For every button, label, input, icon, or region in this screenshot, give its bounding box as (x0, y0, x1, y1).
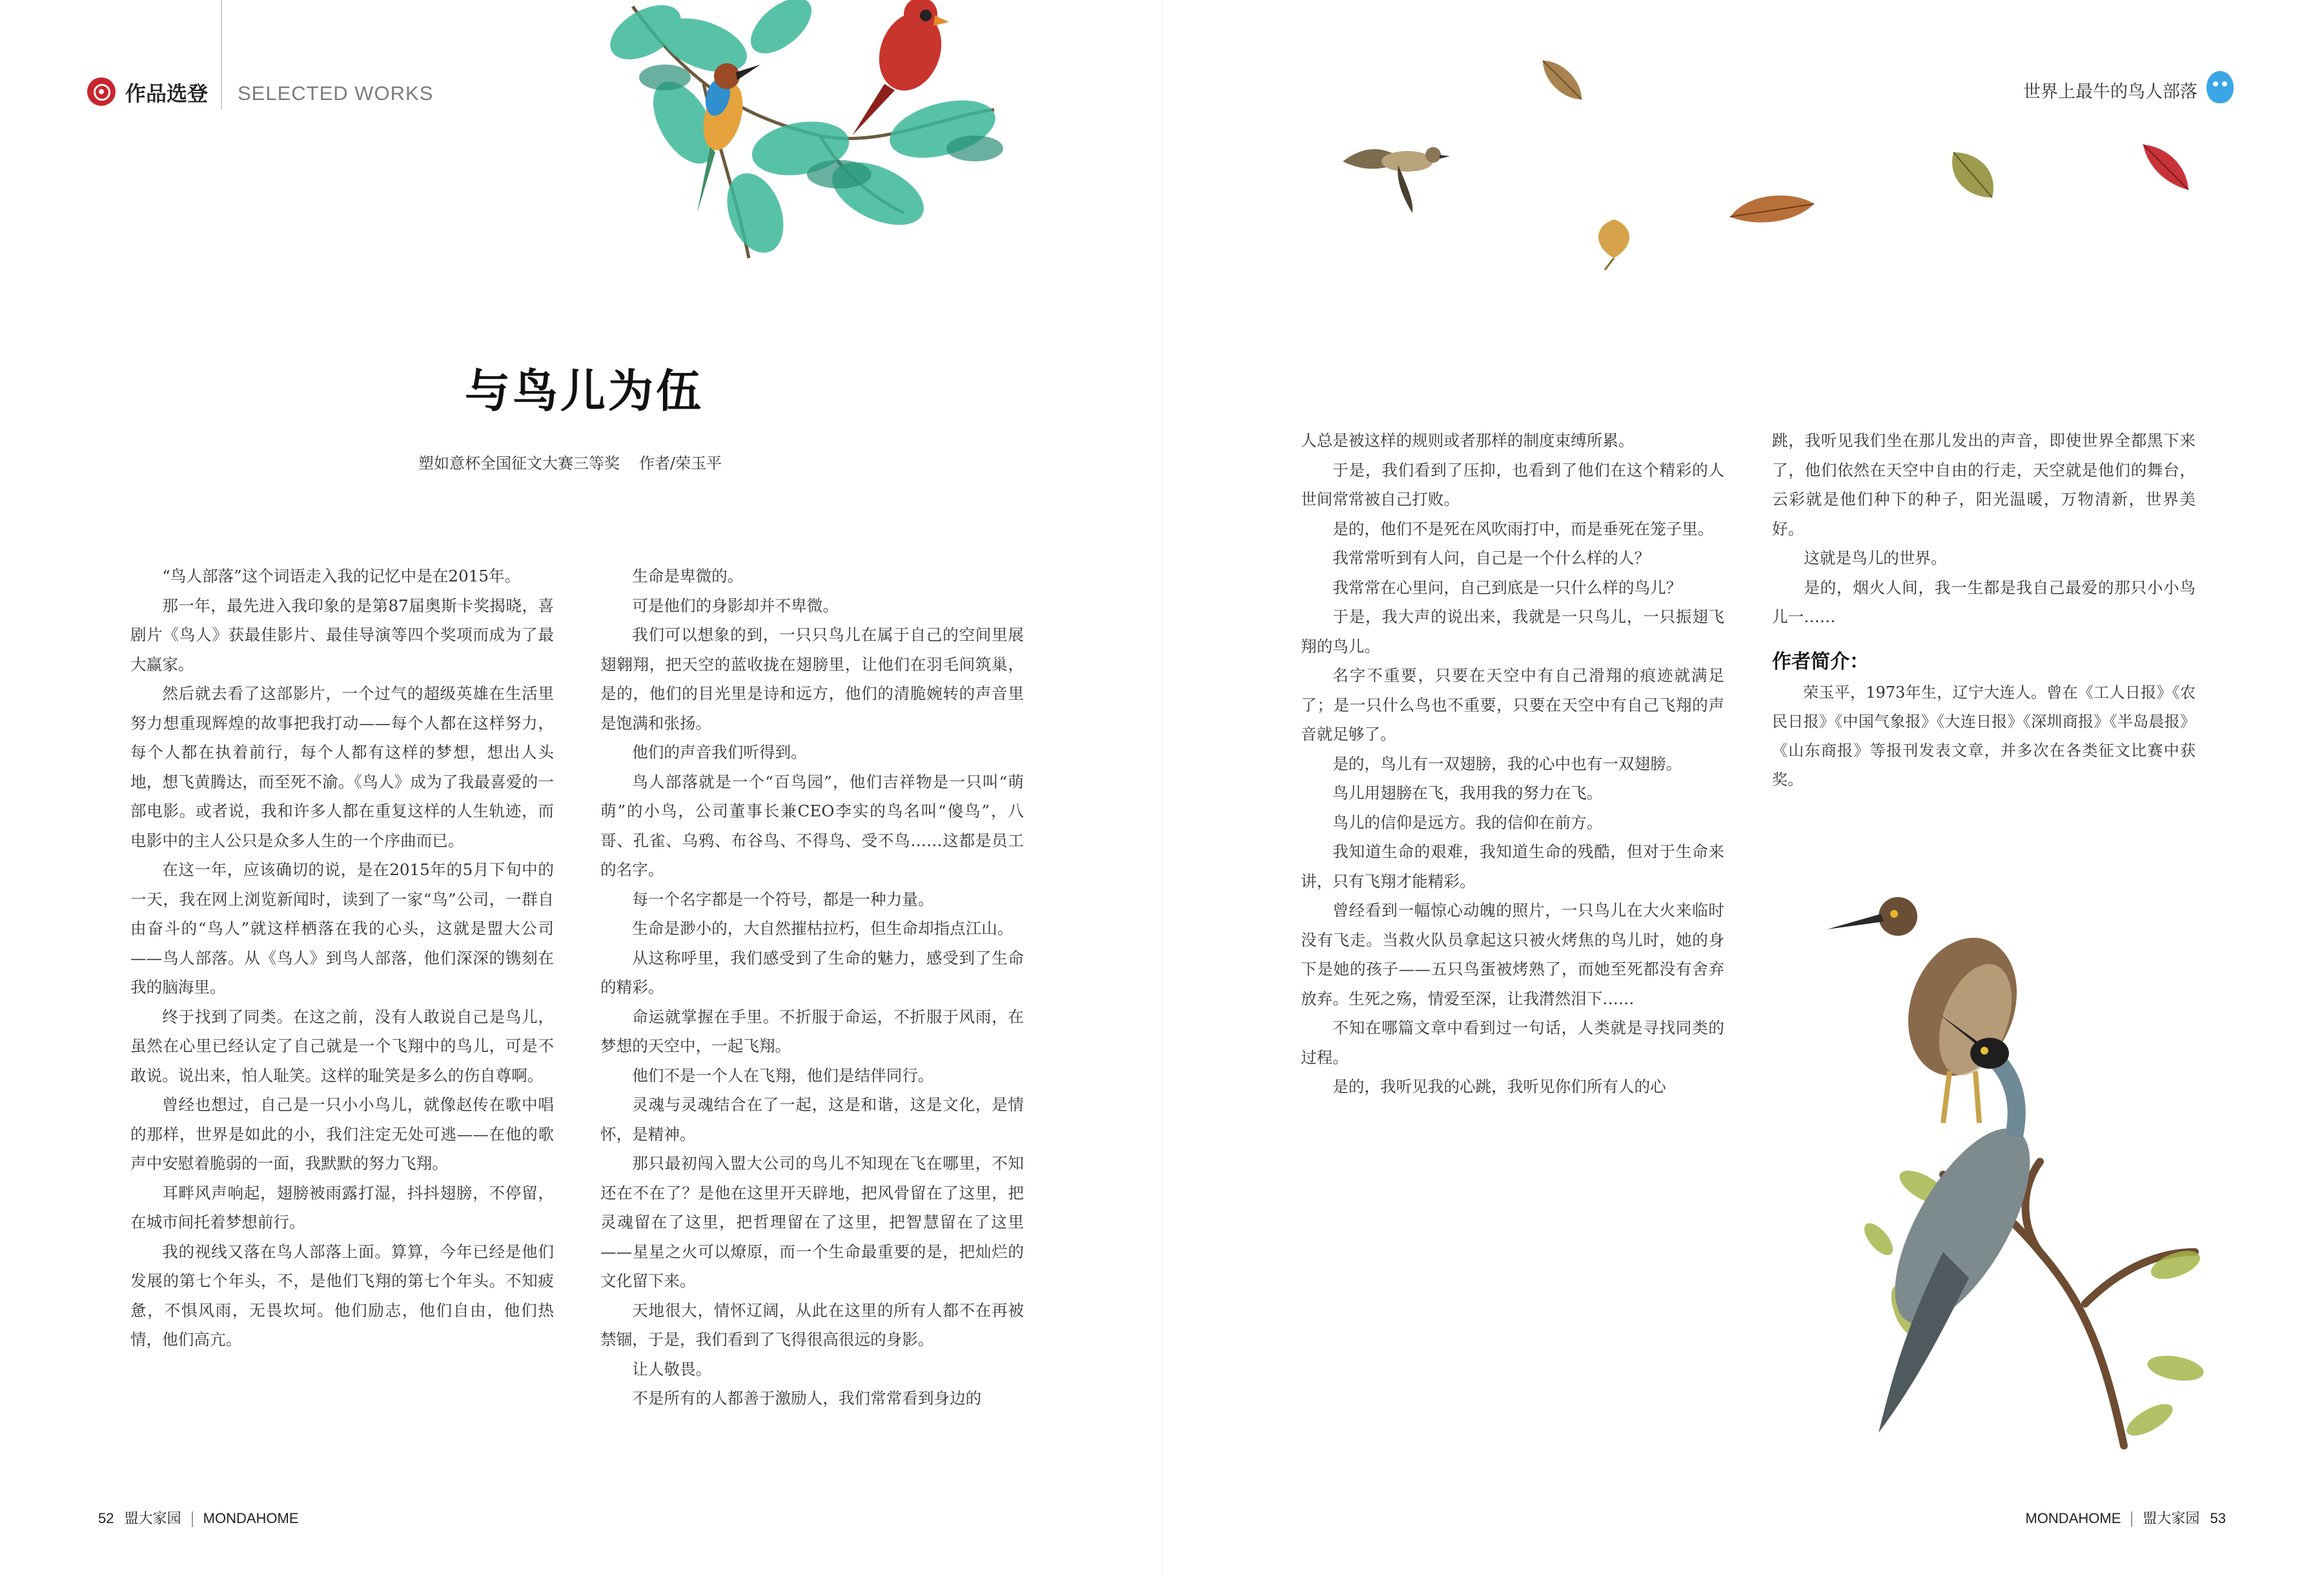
paragraph: 耳畔风声响起，翅膀被雨露打湿，抖抖翅膀，不停留，在城市间托着梦想前行。 (130, 1183, 554, 1231)
paragraph: 每一个名字都是一个符号，都是一种力量。 (632, 889, 934, 909)
paragraph: 曾经也想过，自己是一只小小鸟儿，就像赵传在歌中唱的那样，世界是如此的小，我们注定无处可逃——在他的歌声中安慰着脆弱的一面，我默默的努力飞翔。 (130, 1095, 554, 1173)
brand-name: MONDAHOME (203, 1510, 299, 1526)
paragraph-continued: 跳，我听见我们坐在那儿发出的声音，即使世界全都黑下来了，他们依然在天空中自由的行走，天空就是他们的舞台，云彩就是他们种下的种子，阳光温暖，万物清新，世界美好。 (1772, 431, 2196, 538)
paragraph: 我知道生命的艰难，我知道生命的残酷，但对于生命来讲，只有飞翔才能精彩。 (1301, 842, 1724, 891)
brand-name: MONDAHOME (2025, 1510, 2121, 1526)
author-bio-heading: 作者简介： (1772, 650, 1869, 673)
heron-branch-illustration (1827, 891, 2208, 1446)
article-title: 与鸟儿为伍 (465, 365, 704, 418)
header-divider (221, 0, 222, 110)
paragraph: 我常常听到有人问，自己是一个什么样的人？ (1332, 549, 1651, 567)
paragraph: 然后就去看了这部影片，一个过气的超级英雄在生活里努力想重现辉煌的故事把我打动——每个人都在这样努力，每个人都在执着前行，每个人都有这样的梦想，想出人头地，想飞黄腾达，而至死不渝。《鸟人》成为了我最喜爱的一部电影。或者说，我和许多人都在重复这样的人生轨迹，而电影中的主人公只是众多人生的一个序曲而已。 (130, 684, 554, 850)
footer-divider (2131, 1511, 2132, 1527)
paragraph: 可是他们的身影却并不卑微。 (632, 596, 839, 615)
paragraph: 曾经看到一幅惊心动魄的照片，一只鸟儿在大火来临时没有飞走。当救火队员拿起这只被火烤焦的鸟儿时，她的身下是她的孩子——五只鸟蛋被烤熟了，而她至死都没有舍弃放弃。生死之殇，情爱至深，让我潸然泪下…… (1301, 901, 1724, 1008)
paragraph: 终于找到了同类。在这之前，没有人敢说自己是鸟儿，虽然在心里已经认定了自己就是一个飞翔中的鸟儿，可是不敢说。说出来，怕人耻笑。这样的耻笑是多么的伤自尊啊。 (130, 1007, 554, 1085)
leaf-decoration-4 (1941, 146, 2005, 204)
page-number: 53 (2210, 1510, 2226, 1526)
article-column-1 (130, 561, 554, 1355)
paragraph: 我的视线又落在鸟人部落上面。算算，今年已经是他们发展的第七个年头，不，是他们飞翔的第七个年头。不知疲惫，不惧风雨，无畏坎坷。他们励志，他们自由，他们热情，他们高亢。 (130, 1242, 554, 1349)
section-title-en: SELECTED WORKS (238, 82, 434, 105)
mascot-bird-icon (2207, 71, 2234, 103)
award-label: 塑如意杯全国征文大赛三等奖 (418, 454, 620, 472)
article-column-2 (600, 561, 1024, 1413)
paragraph: 名字不重要，只要在天空中有自己滑翔的痕迹就满足了；是一只什么鸟也不重要，只要在天空中有自己飞翔的声音就足够了。 (1301, 666, 1724, 743)
paragraph: 鸟儿的信仰是远方。我的信仰在前方。 (1332, 813, 1603, 832)
paragraph: 不知在哪篇文章中看到过一句话，人类就是寻找同类的过程。 (1301, 1018, 1724, 1067)
magazine-name: 盟大家园 (2143, 1511, 2200, 1527)
paragraph: 天地很大，情怀辽阔，从此在这里的所有人都不在再被禁锢，于是，我们看到了飞得很高很远的身影。 (600, 1300, 1024, 1349)
paragraph: 生命是卑微的。 (632, 567, 744, 585)
section-logo-icon (87, 77, 116, 106)
article-column-3 (1301, 426, 1724, 1102)
paragraph: 鸟人部落就是一个“百鸟园”，他们吉祥物是一只叫“萌萌”的小鸟，公司董事长兼CEO李实的鸟名叫“傻鸟”，八哥、孔雀、乌鸦、布谷鸟、不得鸟、受不鸟……这都是员工的名字。 (600, 772, 1024, 879)
footer-divider (192, 1511, 193, 1527)
leaf-decoration-2 (1588, 213, 1640, 271)
page-spine (1161, 0, 1163, 1576)
paragraph: 那一年，最先进入我印象的是第87届奥斯卡奖揭晓，喜剧片《鸟人》获最佳影片、最佳导演等四个奖项而成为了最大赢家。 (130, 596, 554, 674)
paragraph: 我常常在心里问，自己到底是一只什么样的鸟儿？ (1332, 578, 1682, 597)
footer-right (2025, 1508, 2226, 1528)
leaf-decoration-1 (1536, 54, 1588, 106)
paragraph: 他们不是一个人在飞翔，他们是结伴同行。 (632, 1066, 934, 1085)
byline (418, 450, 741, 473)
paragraph: 鸟儿用翅膀在飞，我用我的努力在飞。 (1332, 783, 1603, 802)
paragraph: 他们的声音我们听得到。 (632, 743, 807, 762)
paragraph: 不是所有的人都善于激励人，我们常常看到身边的 (632, 1389, 982, 1408)
paragraph: “鸟人部落”这个词语走入我的记忆中是在2015年。 (162, 567, 521, 585)
paragraph: 是的，他们不是死在风吹雨打中，而是垂死在笼子里。 (1332, 519, 1714, 538)
pine-branch-birds-illustration (607, 0, 1020, 284)
author-label: 作者/荣玉平 (639, 454, 722, 472)
flying-bird-illustration (1336, 116, 1452, 219)
paragraph: 于是，我大声的说出来，我就是一只鸟儿，一只振翅飞翔的鸟儿。 (1301, 607, 1724, 656)
running-head-title: 世界上最牛的鸟人部落 (2023, 82, 2197, 102)
paragraph-continued: 人总是被这样的规则或者那样的制度束缚所累。 (1301, 431, 1635, 450)
leaf-decoration-5 (2137, 138, 2195, 196)
paragraph: 在这一年，应该确切的说，是在2015年的5月下旬中的一天，我在网上浏览新闻时，读到了一家“鸟”公司，一群自由奋斗的“鸟人”就这样栖落在我的心头，这就是盟大公司——鸟人部落。从《鸟人》到鸟人部落，他们深深的镌刻在我的脑海里。 (130, 860, 554, 996)
section-title-cn: 作品选登 (125, 81, 209, 106)
author-bio: 荣玉平，1973年生，辽宁大连人。曾在《工人日报》《农民日报》《中国气象报》《大连日报》《深圳商报》《半岛晨报》《山东商报》等报刊发表文章，并多次在各类征文比赛中获奖。 (1772, 683, 2196, 789)
leaf-decoration-3 (1724, 191, 1820, 230)
paragraph: 我们可以想象的到，一只只鸟儿在属于自己的空间里展翅翱翔，把天空的蓝收拢在翅膀里，让他们在羽毛间筑巢，是的，他们的目光里是诗和远方，他们的清脆婉转的声音里是饱满和张扬。 (600, 625, 1024, 732)
paragraph: 命运就掌握在手里。不折服于命运，不折服于风雨，在梦想的天空中，一起飞翔。 (600, 1007, 1024, 1055)
paragraph: 从这称呼里，我们感受到了生命的魅力，感受到了生命的精彩。 (600, 948, 1024, 996)
paragraph: 是的，鸟儿有一双翅膀，我的心中也有一双翅膀。 (1332, 754, 1682, 773)
paragraph: 这就是鸟儿的世界。 (1804, 549, 1947, 567)
paragraph: 是的，我听见我的心跳，我听见你们所有人的心 (1332, 1077, 1666, 1096)
magazine-name: 盟大家园 (124, 1511, 181, 1527)
paragraph: 于是，我们看到了压抑，也看到了他们在这个精彩的人世间常常被自己打败。 (1301, 460, 1724, 509)
paragraph: 灵魂与灵魂结合在了一起，这是和谐，这是文化，是情怀，是精神。 (600, 1095, 1024, 1144)
page-number: 52 (98, 1510, 114, 1526)
paragraph: 那只最初闯入盟大公司的鸟儿不知现在飞在哪里，不知还在不在了？是他在这里开天辟地，把风骨留在了这里，把灵魂留在了这里，把哲理留在了这里，把智慧留在了这里——星星之火可以燎原，而一个生命最重要的是，把灿烂的文化留下来。 (600, 1154, 1024, 1290)
paragraph: 是的，烟火人间，我一生都是我自己最爱的那只小小鸟儿一…… (1772, 578, 2196, 626)
paragraph: 让人敬畏。 (632, 1359, 712, 1379)
paragraph: 生命是渺小的，大自然摧枯拉朽，但生命却指点江山。 (632, 919, 1014, 938)
footer-left (98, 1508, 299, 1528)
article-column-4 (1772, 426, 2196, 794)
